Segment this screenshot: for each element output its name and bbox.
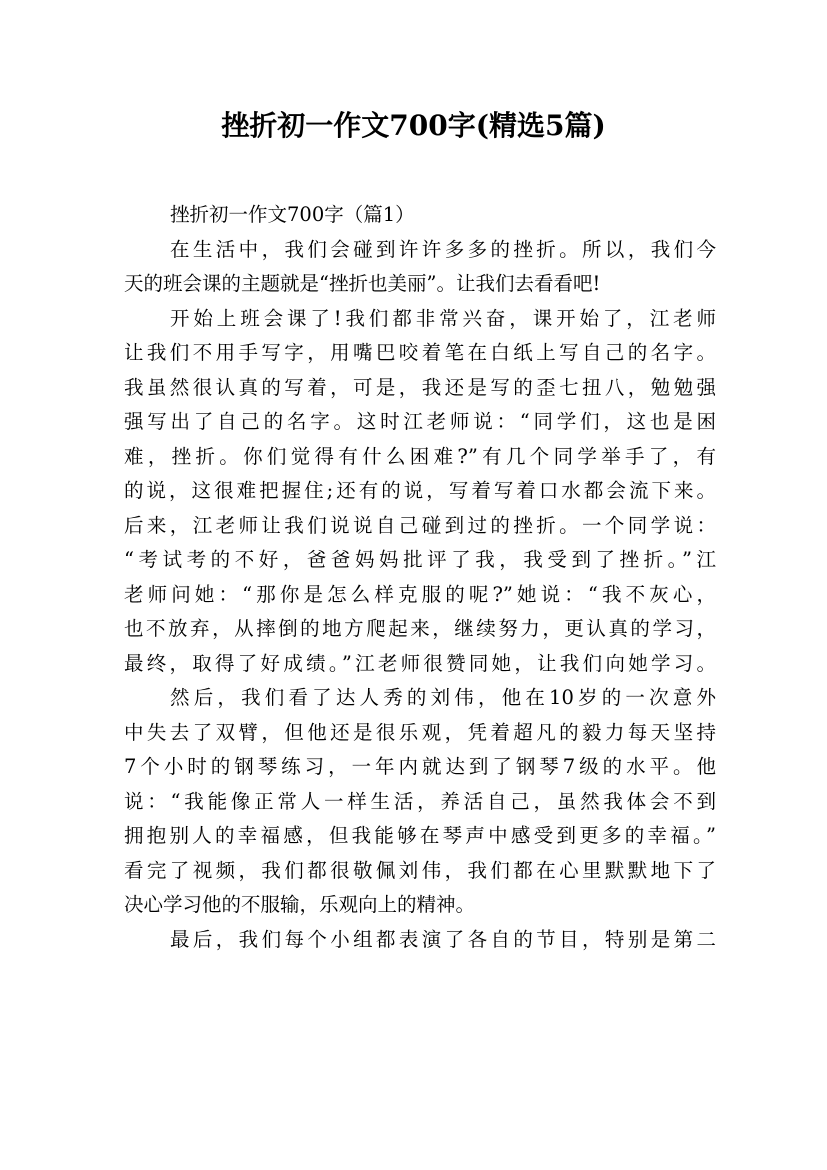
body-text-line: 开始上班会课了!我们都非常兴奋，课开始了，江老师 [170, 306, 716, 330]
body-text-line: 在生活中，我们会碰到许许多多的挫折。所以，我们今 [170, 237, 716, 261]
document-title: 挫折初一作文700字(精选5篇) [221, 109, 606, 142]
body-text-line: 难，挫折。你们觉得有什么困难?”有几个同学举手了，有 [124, 444, 716, 468]
body-text-line: 然后，我们看了达人秀的刘伟，他在10岁的一次意外 [170, 686, 716, 709]
body-text-line: 最终，取得了好成绩。”江老师很赞同她，让我们向她学习。 [124, 651, 716, 675]
body-text-line: 最后，我们每个小组都表演了各自的节目，特别是第二 [170, 927, 716, 951]
body-text-line: 7个小时的钢琴练习，一年内就达到了钢琴7级的水平。他 [124, 755, 716, 778]
body-text-line: 强写出了自己的名字。这时江老师说：“同学们，这也是困 [124, 410, 716, 433]
body-text-line: 决心学习他的不服输，乐观向上的精神。 [124, 893, 476, 916]
body-text-line: “考试考的不好，爸爸妈妈批评了我，我受到了挫折。”江 [124, 548, 716, 571]
article-body [124, 198, 716, 957]
body-text-line: 后来，江老师让我们说说自己碰到过的挫折。一个同学说： [124, 513, 716, 537]
section-heading: 挫折初一作文700字（篇1） [170, 203, 415, 226]
body-text-line: 的说，这很难把握住;还有的说，写着写着口水都会流下来。 [124, 479, 716, 502]
body-text-line: 我虽然很认真的写着，可是，我还是写的歪七扭八，勉勉强 [124, 375, 716, 399]
body-text-line: 中失去了双臂，但他还是很乐观，凭着超凡的毅力每天坚持 [124, 720, 716, 744]
body-text-line: 老师问她：“那你是怎么样克服的呢?”她说：“我不灰心， [124, 582, 716, 606]
body-text-line: 天的班会课的主题就是“挫折也美丽”。让我们去看看吧! [124, 272, 601, 295]
body-text-line: 让我们不用手写字，用嘴巴咬着笔在白纸上写自己的名字。 [124, 341, 716, 364]
body-text-line: 看完了视频，我们都很敬佩刘伟，我们都在心里默默地下了 [124, 858, 716, 882]
body-text-line: 也不放弃，从摔倒的地方爬起来，继续努力，更认真的学习， [124, 617, 716, 640]
body-text-line: 拥抱别人的幸福感，但我能够在琴声中感受到更多的幸福。” [124, 824, 716, 847]
body-text-line: 说：“我能像正常人一样生活，养活自己，虽然我体会不到 [124, 789, 716, 813]
